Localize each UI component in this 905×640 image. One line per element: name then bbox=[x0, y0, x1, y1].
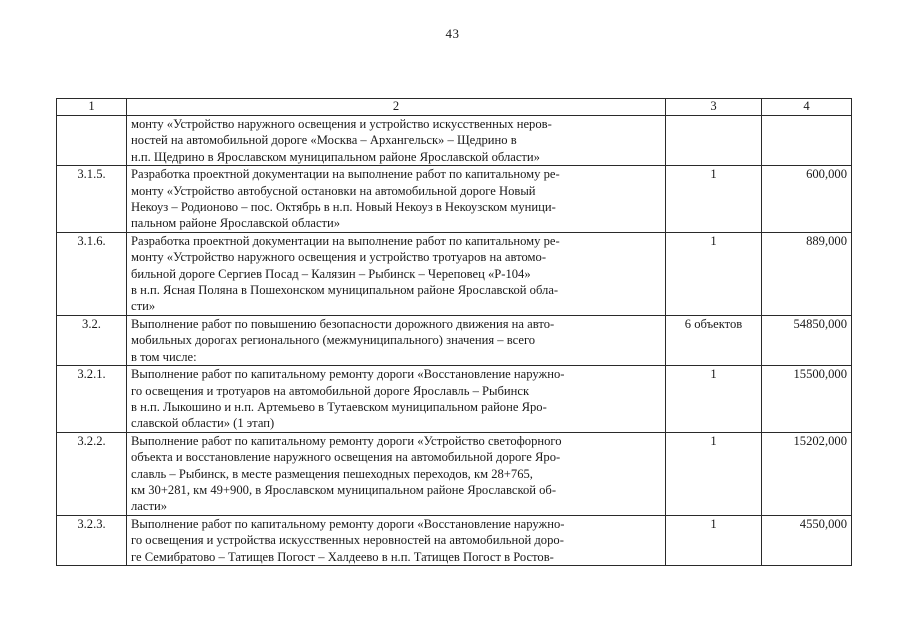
description-line: Выполнение работ по капитальному ремонту дороги «Восстановление наружно- bbox=[131, 516, 565, 531]
item-amount: 15500,000 bbox=[762, 366, 852, 433]
table-row bbox=[57, 116, 852, 166]
description-line: мобильных дорогах регионального (межмуниципального) значения – всего bbox=[131, 333, 536, 348]
header-cell-1: 1 bbox=[57, 99, 127, 116]
header-cell-4: 4 bbox=[762, 99, 852, 116]
description-line: в н.п. Лыкошино и н.п. Артемьево в Тутаевском муниципальном районе Яро- bbox=[131, 399, 547, 414]
description-line: го освещения и тротуаров на автомобильной дороге Ярославль – Рыбинск bbox=[131, 383, 530, 398]
description-line: в н.п. Ясная Поляна в Пошехонском муниципальном районе Ярославской обла- bbox=[131, 283, 559, 298]
item-description bbox=[127, 515, 666, 565]
description-line: бильной дороге Сергиев Посад – Калязин – Рыбинск – Череповец «Р-104» bbox=[131, 266, 531, 281]
table-row bbox=[57, 366, 852, 433]
item-number: 3.1.5. bbox=[57, 166, 127, 233]
description-line: Выполнение работ по капитальному ремонту дороги «Восстановление наружно- bbox=[131, 367, 565, 382]
item-description bbox=[127, 166, 666, 233]
budget-table bbox=[56, 98, 852, 566]
description-line: в том числе: bbox=[131, 349, 197, 364]
description-line: ласти» bbox=[131, 499, 168, 514]
item-description bbox=[127, 315, 666, 365]
item-amount: 600,000 bbox=[762, 166, 852, 233]
item-number: 3.2.2. bbox=[57, 432, 127, 515]
table-row bbox=[57, 232, 852, 315]
item-amount: 15202,000 bbox=[762, 432, 852, 515]
table-body bbox=[57, 99, 852, 566]
item-amount: 54850,000 bbox=[762, 315, 852, 365]
description-line: сти» bbox=[131, 299, 156, 314]
description-line: Некоуз – Родионово – пос. Октябрь в н.п. Новый Некоуз в Некоузском муници- bbox=[131, 200, 556, 215]
description-line: монту «Устройство наружного освещения и устройство искусственных неров- bbox=[131, 117, 552, 131]
description-line: Выполнение работ по капитальному ремонту дороги «Устройство светофорного bbox=[131, 433, 562, 448]
description-line: го освещения и устройства искусственных неровностей на автомобильной доро- bbox=[131, 533, 564, 548]
table-row bbox=[57, 515, 852, 565]
header-row bbox=[57, 99, 852, 116]
description-line: объекта и восстановление наружного освещения на автомобильной дороге Яро- bbox=[131, 450, 561, 465]
item-description bbox=[127, 366, 666, 433]
table-row bbox=[57, 166, 852, 233]
description-line: н.п. Щедрино в Ярославском муниципальном районе Ярославской области» bbox=[131, 149, 540, 164]
description-line: Разработка проектной документации на выполнение работ по капитальному ре- bbox=[131, 233, 560, 248]
item-description bbox=[127, 116, 666, 166]
description-line: Выполнение работ по повышению безопасности дорожного движения на авто- bbox=[131, 316, 555, 331]
header-cell-2: 2 bbox=[127, 99, 666, 116]
description-line: ге Семибратово – Татищев Погост – Халдеево в н.п. Татищев Погост в Ростов- bbox=[131, 549, 554, 564]
header-cell-3: 3 bbox=[666, 99, 762, 116]
table-row bbox=[57, 315, 852, 365]
description-line: пальном районе Ярославской области» bbox=[131, 216, 341, 231]
description-line: славль – Рыбинск, в месте размещения пешеходных переходов, км 28+765, bbox=[131, 466, 533, 481]
item-number: 3.2.1. bbox=[57, 366, 127, 433]
item-description bbox=[127, 432, 666, 515]
item-number bbox=[57, 116, 127, 166]
item-quantity: 1 bbox=[666, 232, 762, 315]
item-quantity: 6 объектов bbox=[666, 315, 762, 365]
item-quantity: 1 bbox=[666, 515, 762, 565]
item-number: 3.2. bbox=[57, 315, 127, 365]
description-line: монту «Устройство наружного освещения и устройство тротуаров на автомо- bbox=[131, 250, 547, 265]
table-row bbox=[57, 432, 852, 515]
description-line: Разработка проектной документации на выполнение работ по капитальному ре- bbox=[131, 167, 560, 182]
description-line: славской области» (1 этап) bbox=[131, 416, 275, 431]
description-line: монту «Устройство автобусной остановки на автомобильной дороге Новый bbox=[131, 183, 536, 198]
item-amount: 889,000 bbox=[762, 232, 852, 315]
item-quantity: 1 bbox=[666, 366, 762, 433]
item-number: 3.1.6. bbox=[57, 232, 127, 315]
item-description bbox=[127, 232, 666, 315]
description-line: км 30+281, км 49+900, в Ярославском муниципальном районе Ярославской об- bbox=[131, 482, 557, 497]
item-number: 3.2.3. bbox=[57, 515, 127, 565]
item-quantity: 1 bbox=[666, 432, 762, 515]
item-quantity: 1 bbox=[666, 166, 762, 233]
item-amount: 4550,000 bbox=[762, 515, 852, 565]
description-line: ностей на автомобильной дороге «Москва – Архангельск» – Щедрино в bbox=[131, 133, 517, 148]
item-quantity bbox=[666, 116, 762, 166]
page-number: 43 bbox=[445, 26, 460, 41]
item-amount bbox=[762, 116, 852, 166]
